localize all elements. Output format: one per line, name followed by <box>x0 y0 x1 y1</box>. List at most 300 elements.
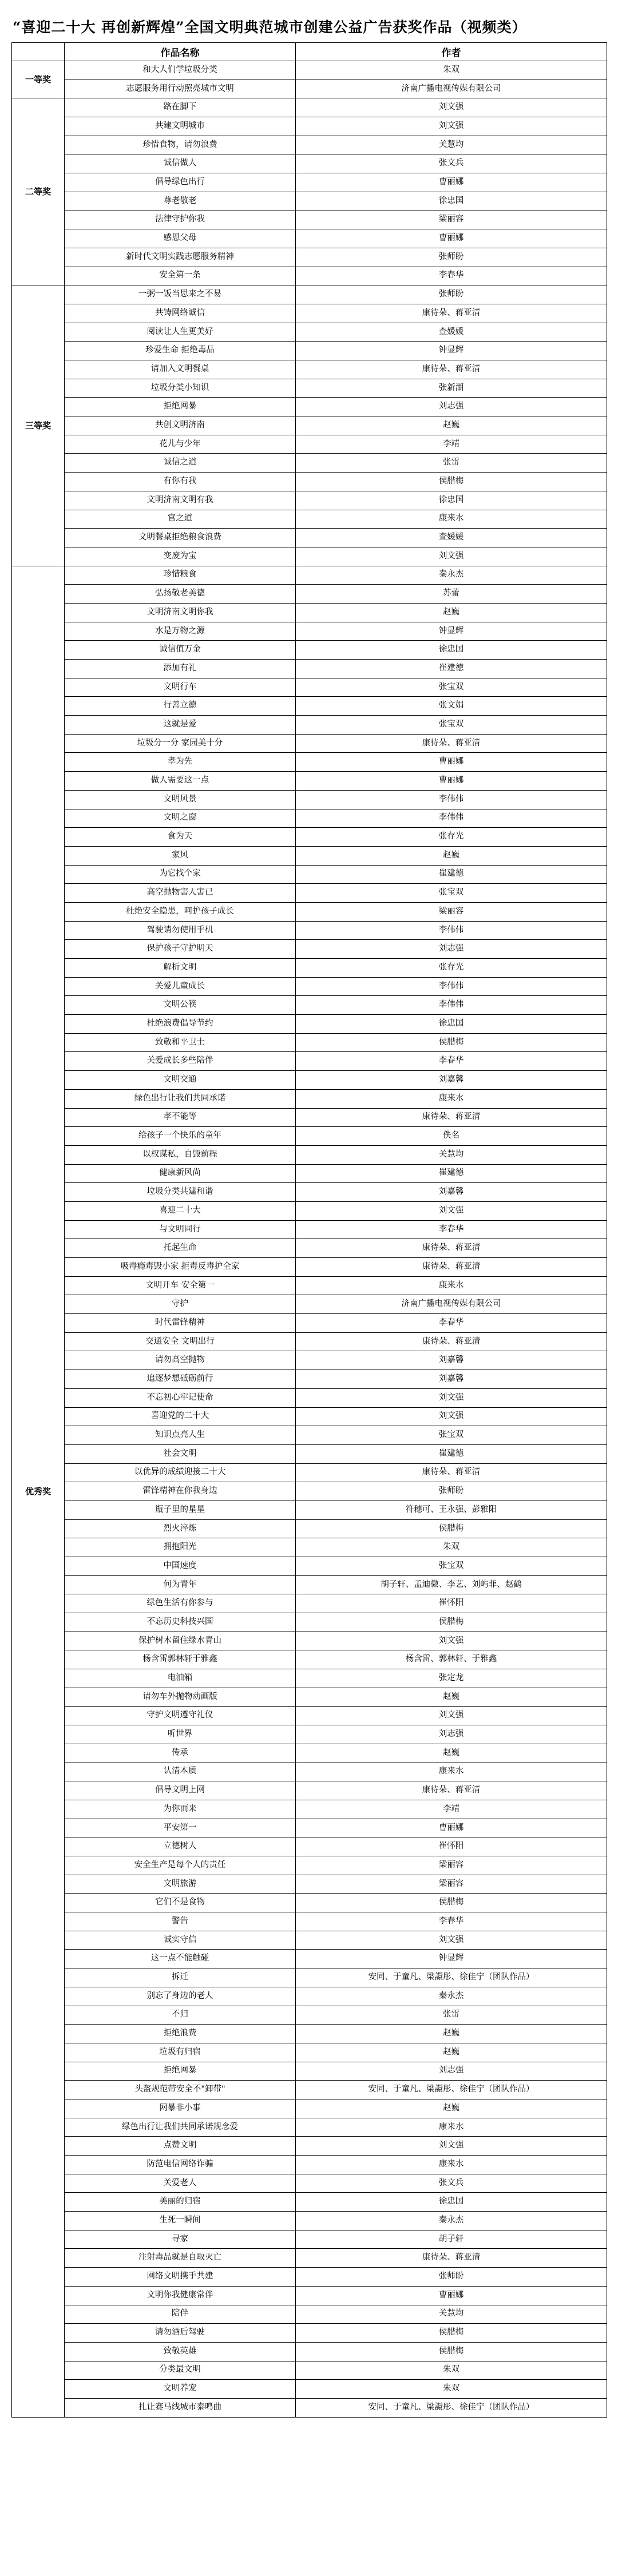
table-row <box>12 1463 607 1482</box>
work-title-cell: 头盔规范带安全不"卸带" <box>65 2081 296 2099</box>
author-cell: 康来水 <box>296 1089 607 1108</box>
table-row <box>12 2398 607 2417</box>
author-cell: 张存光 <box>296 828 607 847</box>
table-row <box>12 379 607 398</box>
author-cell: 徐忠国 <box>296 192 607 211</box>
author-cell: 张定龙 <box>296 1669 607 1688</box>
work-title-cell: 请勿高空抛物 <box>65 1351 296 1370</box>
table-row <box>12 1894 607 1912</box>
table-row <box>12 1201 607 1220</box>
author-cell: 刘嘉馨 <box>296 1370 607 1389</box>
author-cell: 秦永杰 <box>296 566 607 585</box>
author-cell: 康待朵、蒋亚清 <box>296 1781 607 1800</box>
work-title-cell: 为你而来 <box>65 1800 296 1819</box>
table-row <box>12 1650 607 1669</box>
work-title-cell: 驾驶请勿使用手机 <box>65 921 296 940</box>
work-title-cell: 官之道 <box>65 510 296 529</box>
work-title-cell: 点赞文明 <box>65 2137 296 2156</box>
author-cell: 张宝双 <box>296 716 607 735</box>
table-row <box>12 2118 607 2137</box>
work-title-cell: 文明养宠 <box>65 2380 296 2399</box>
table-row <box>12 285 607 304</box>
work-title-cell: 致敬和平卫士 <box>65 1033 296 1052</box>
table-row <box>12 2062 607 2081</box>
work-title-cell: 行善立德 <box>65 697 296 716</box>
work-title-cell: 传承 <box>65 1744 296 1763</box>
table-row <box>12 1706 607 1725</box>
author-cell: 赵巍 <box>296 2025 607 2043</box>
work-title-cell: 托起生命 <box>65 1239 296 1258</box>
author-cell: 李春华 <box>296 1052 607 1071</box>
work-title-cell: 这就是爱 <box>65 716 296 735</box>
work-title-cell: 倡导绿色出行 <box>65 173 296 192</box>
work-title-cell: 立德树人 <box>65 1837 296 1856</box>
table-row <box>12 1519 607 1538</box>
author-cell: 关慧均 <box>296 136 607 154</box>
author-cell: 张新湖 <box>296 379 607 398</box>
table-row <box>12 398 607 416</box>
table-row <box>12 828 607 847</box>
work-title-cell: 拒绝网暴 <box>65 398 296 416</box>
table-row <box>12 641 607 660</box>
table-row <box>12 1407 607 1426</box>
table-row <box>12 1875 607 1894</box>
work-title-cell: 弘扬敬老美德 <box>65 585 296 604</box>
work-title-cell: 做人需要这一点 <box>65 772 296 791</box>
table-row <box>12 173 607 192</box>
author-cell: 康待朵、蒋亚清 <box>296 1108 607 1127</box>
author-cell: 刘志强 <box>296 1725 607 1744</box>
author-cell: 张师盼 <box>296 1482 607 1501</box>
table-row <box>12 1800 607 1819</box>
work-title-cell: 有你有我 <box>65 473 296 491</box>
author-cell: 济南广播电视传媒有限公司 <box>296 80 607 98</box>
award-category: 一等奖 <box>12 61 65 98</box>
work-title-cell: 志愿服务用行动照亮城市文明 <box>65 80 296 98</box>
work-title-cell: 吸毒瘾毒毁小家 拒毒反毒护全家 <box>65 1258 296 1277</box>
author-cell: 曹丽娜 <box>296 772 607 791</box>
work-title-cell: 倡导文明上网 <box>65 1781 296 1800</box>
work-title-cell: 守护文明遵守礼仪 <box>65 1706 296 1725</box>
work-title-cell: 追逐梦想砥砺前行 <box>65 1370 296 1389</box>
author-cell: 张文兵 <box>296 154 607 173</box>
author-cell: 张文娟 <box>296 697 607 716</box>
table-row <box>12 1052 607 1071</box>
work-title-cell: 别忘了身边的老人 <box>65 1987 296 2006</box>
work-title-cell: 扎让赛马线城市泰鸣曲 <box>65 2398 296 2417</box>
work-title-cell: 请加入文明餐桌 <box>65 360 296 379</box>
author-cell: 康待朵、蒋亚清 <box>296 360 607 379</box>
table-row <box>12 267 607 285</box>
table-row <box>12 1426 607 1445</box>
work-title-cell: 绿色生活有你参与 <box>65 1594 296 1613</box>
work-title-cell: 拆迁 <box>65 1968 296 1987</box>
table-row <box>12 98 607 117</box>
author-cell: 李伟伟 <box>296 996 607 1015</box>
work-title-cell: 守护 <box>65 1295 296 1314</box>
work-title-cell: 法律守护你我 <box>65 211 296 229</box>
author-cell: 李靖 <box>296 1800 607 1819</box>
work-title-cell: 垃圾分一分 家园美十分 <box>65 734 296 753</box>
author-cell: 赵巍 <box>296 846 607 865</box>
table-row <box>12 2006 607 2025</box>
work-title-cell: 社会文明 <box>65 1444 296 1463</box>
work-title-cell: 感恩父母 <box>65 229 296 248</box>
author-cell: 张雷 <box>296 2006 607 2025</box>
author-cell: 钟显辉 <box>296 622 607 641</box>
author-cell: 梁丽容 <box>296 902 607 921</box>
table-row <box>12 2025 607 2043</box>
author-cell: 曹丽娜 <box>296 753 607 772</box>
table-row <box>12 1819 607 1837</box>
author-cell: 康待朵、蒋亚清 <box>296 304 607 323</box>
table-row <box>12 248 607 267</box>
author-cell: 赵巍 <box>296 2099 607 2118</box>
author-cell: 康待朵、蒋亚清 <box>296 1463 607 1482</box>
table-row <box>12 323 607 342</box>
work-title-cell: 文明公筷 <box>65 996 296 1015</box>
author-cell: 秦永杰 <box>296 2212 607 2230</box>
table-row <box>12 2286 607 2305</box>
author-cell: 刘文强 <box>296 117 607 136</box>
table-row <box>12 136 607 154</box>
author-cell: 张存光 <box>296 959 607 978</box>
author-cell: 胡子轩 <box>296 2230 607 2249</box>
table-row <box>12 2324 607 2343</box>
table-row <box>12 61 607 80</box>
table-row <box>12 529 607 547</box>
author-cell: 张宝双 <box>296 1426 607 1445</box>
author-cell: 张宝双 <box>296 678 607 697</box>
work-title-cell: 孝不能等 <box>65 1108 296 1127</box>
work-title-cell: 安全第一条 <box>65 267 296 285</box>
work-title-cell: 知识点亮人生 <box>65 1426 296 1445</box>
work-title-cell: 网暴非小事 <box>65 2099 296 2118</box>
author-cell: 安同、于童凡、梁譞彤、徐佳宁（团队作品） <box>296 2081 607 2099</box>
table-row <box>12 809 607 828</box>
author-cell: 侯腊梅 <box>296 1613 607 1632</box>
author-cell: 关慧均 <box>296 2305 607 2324</box>
author-cell: 安同、于童凡、梁譞彤、徐佳宁（团队作品） <box>296 1968 607 1987</box>
table-row <box>12 902 607 921</box>
author-cell: 李春华 <box>296 267 607 285</box>
author-cell: 梁丽容 <box>296 211 607 229</box>
work-title-cell: 杜绝安全隐患，呵护孩子成长 <box>65 902 296 921</box>
author-cell: 康来水 <box>296 2156 607 2174</box>
table-row <box>12 342 607 360</box>
author-cell: 徐忠国 <box>296 641 607 660</box>
work-title-cell: 关爱老人 <box>65 2174 296 2193</box>
work-title-cell: 它们不是食物 <box>65 1894 296 1912</box>
table-row <box>12 2099 607 2118</box>
work-title-cell: 平安第一 <box>65 1819 296 1837</box>
author-cell: 梁丽容 <box>296 1875 607 1894</box>
author-cell: 侯腊梅 <box>296 1894 607 1912</box>
author-cell: 李伟伟 <box>296 921 607 940</box>
work-title-cell: 安全生产是每个人的责任 <box>65 1856 296 1875</box>
work-title-cell: 垃圾分类共建和谐 <box>65 1183 296 1202</box>
table-row <box>12 1575 607 1594</box>
work-title-cell: 共建文明城市 <box>65 117 296 136</box>
work-title-cell: 以权谋私，自毁前程 <box>65 1145 296 1164</box>
table-row <box>12 1444 607 1463</box>
table-row <box>12 1837 607 1856</box>
work-title-cell: 文明行车 <box>65 678 296 697</box>
author-cell: 苏蕾 <box>296 585 607 604</box>
work-title-cell: 珍惜食物，请勿浪费 <box>65 136 296 154</box>
table-row <box>12 1669 607 1688</box>
work-title-cell: 诚信值万金 <box>65 641 296 660</box>
work-title-cell: 新时代文明实践志愿服务精神 <box>65 248 296 267</box>
author-cell: 曹丽娜 <box>296 1819 607 1837</box>
award-category: 二等奖 <box>12 98 65 285</box>
work-title-cell: 珍爱生命 拒绝毒品 <box>65 342 296 360</box>
table-body <box>12 61 607 2418</box>
work-title-cell: 拒绝浪费 <box>65 2025 296 2043</box>
table-row <box>12 1295 607 1314</box>
author-cell: 崔建德 <box>296 865 607 884</box>
work-title-cell: 听世界 <box>65 1725 296 1744</box>
work-title-cell: 食为天 <box>65 828 296 847</box>
author-cell: 崔怀阳 <box>296 1594 607 1613</box>
table-row <box>12 1183 607 1202</box>
table-row <box>12 1239 607 1258</box>
work-title-cell: 水是万物之源 <box>65 622 296 641</box>
table-row <box>12 117 607 136</box>
author-cell: 朱双 <box>296 1538 607 1557</box>
author-cell: 李伟伟 <box>296 790 607 809</box>
work-title-cell: 网络文明携手共建 <box>65 2268 296 2287</box>
author-cell: 李伟伟 <box>296 977 607 996</box>
author-cell: 徐忠国 <box>296 2193 607 2212</box>
author-cell: 康待朵、蒋亚清 <box>296 1332 607 1351</box>
author-cell: 刘文强 <box>296 547 607 566</box>
author-cell: 康来水 <box>296 1763 607 1781</box>
work-title-cell: 和大人们学垃圾分类 <box>65 61 296 80</box>
work-title-cell: 分类最文明 <box>65 2361 296 2380</box>
work-title-cell: 不忘初心牢记使命 <box>65 1388 296 1407</box>
work-title-cell: 珍惜粮食 <box>65 566 296 585</box>
work-title-cell: 尊老敬老 <box>65 192 296 211</box>
work-title-cell: 绿色出行让我们共同承诺规念爱 <box>65 2118 296 2137</box>
table-row <box>12 154 607 173</box>
table-row <box>12 2268 607 2287</box>
author-cell: 曹丽娜 <box>296 2286 607 2305</box>
work-title-cell: 共创文明济南 <box>65 416 296 435</box>
table-row <box>12 491 607 510</box>
work-title-cell: 交通安全 文明出行 <box>65 1332 296 1351</box>
table-row <box>12 211 607 229</box>
author-cell: 刘文强 <box>296 1388 607 1407</box>
table-row <box>12 454 607 473</box>
table-row <box>12 566 607 585</box>
work-title-cell: 垃圾有归宿 <box>65 2043 296 2062</box>
table-row <box>12 1968 607 1987</box>
author-cell: 赵巍 <box>296 1688 607 1706</box>
table-row <box>12 510 607 529</box>
author-cell: 康待朵、蒋亚清 <box>296 2249 607 2268</box>
table-row <box>12 1127 607 1146</box>
table-row <box>12 435 607 454</box>
work-title-cell: 关爱儿童成长 <box>65 977 296 996</box>
work-title-cell: 路在脚下 <box>65 98 296 117</box>
table-row <box>12 1987 607 2006</box>
work-title-cell: 防范电信网络诈骗 <box>65 2156 296 2174</box>
work-title-cell: 与文明同行 <box>65 1220 296 1239</box>
table-row <box>12 2230 607 2249</box>
table-row <box>12 697 607 716</box>
table-row <box>12 1781 607 1800</box>
work-title-cell: 诚信之道 <box>65 454 296 473</box>
work-title-cell: 一粥一饭当思来之不易 <box>65 285 296 304</box>
work-title-cell: 雷锋精神在你我身边 <box>65 1482 296 1501</box>
author-cell: 刘志强 <box>296 2062 607 2081</box>
table-row <box>12 2137 607 2156</box>
work-title-cell: 何为青年 <box>65 1575 296 1594</box>
author-cell: 李春华 <box>296 1314 607 1333</box>
table-row <box>12 1594 607 1613</box>
author-cell: 刘文强 <box>296 1407 607 1426</box>
table-row <box>12 977 607 996</box>
author-cell: 李春华 <box>296 1220 607 1239</box>
award-category: 三等奖 <box>12 285 65 566</box>
author-cell: 李靖 <box>296 435 607 454</box>
work-title-cell: 保护树木留住绿水青山 <box>65 1632 296 1650</box>
work-title-cell: 拥抱阳光 <box>65 1538 296 1557</box>
author-cell: 刘嘉馨 <box>296 1351 607 1370</box>
work-title-cell: 家风 <box>65 846 296 865</box>
author-cell: 张师盼 <box>296 285 607 304</box>
work-title-cell: 变废为宝 <box>65 547 296 566</box>
author-cell: 张文兵 <box>296 2174 607 2193</box>
author-cell: 刘文强 <box>296 2137 607 2156</box>
author-cell: 刘文强 <box>296 1931 607 1950</box>
author-cell: 刘文强 <box>296 1706 607 1725</box>
table-row <box>12 921 607 940</box>
work-title-cell: 请勿车外抛物动画版 <box>65 1688 296 1706</box>
work-title-cell: 保护孩子守护明天 <box>65 940 296 959</box>
table-row <box>12 1912 607 1931</box>
table-row <box>12 1557 607 1576</box>
table-row <box>12 1033 607 1052</box>
author-cell: 崔怀阳 <box>296 1837 607 1856</box>
table-row <box>12 1388 607 1407</box>
author-cell: 赵巍 <box>296 603 607 622</box>
table-row <box>12 622 607 641</box>
table-header-row <box>12 43 607 61</box>
table-row <box>12 772 607 791</box>
table-row <box>12 678 607 697</box>
author-cell: 康待朵、蒋亚清 <box>296 1239 607 1258</box>
author-cell: 康待朵、蒋亚清 <box>296 1258 607 1277</box>
author-cell: 济南广播电视传媒有限公司 <box>296 1295 607 1314</box>
table-row <box>12 2380 607 2399</box>
author-cell: 曹丽娜 <box>296 173 607 192</box>
table-row <box>12 884 607 903</box>
table-row <box>12 229 607 248</box>
author-cell: 刘嘉馨 <box>296 1071 607 1090</box>
author-cell: 李伟伟 <box>296 809 607 828</box>
table-row <box>12 1370 607 1389</box>
table-row <box>12 360 607 379</box>
author-cell: 侯腊梅 <box>296 2342 607 2361</box>
author-cell: 查媛媛 <box>296 323 607 342</box>
work-title-cell: 高空抛物害人害已 <box>65 884 296 903</box>
work-title-cell: 健康新风尚 <box>65 1164 296 1183</box>
work-title-cell: 认清本质 <box>65 1763 296 1781</box>
work-title-cell: 以优异的成绩迎接二十大 <box>65 1463 296 1482</box>
table-row <box>12 1220 607 1239</box>
table-row <box>12 1258 607 1277</box>
award-category: 优秀奖 <box>12 566 65 2417</box>
author-cell: 朱双 <box>296 2361 607 2380</box>
work-title-cell: 为它找个家 <box>65 865 296 884</box>
work-title-cell: 解析文明 <box>65 959 296 978</box>
table-row <box>12 2174 607 2193</box>
table-row <box>12 1276 607 1295</box>
table-row <box>12 2193 607 2212</box>
table-row <box>12 603 607 622</box>
author-cell: 钟显辉 <box>296 1950 607 1968</box>
work-title-cell: 文明风景 <box>65 790 296 809</box>
table-row <box>12 547 607 566</box>
table-row <box>12 1332 607 1351</box>
work-title-cell: 杜绝浪费倡导节约 <box>65 1015 296 1034</box>
table-row <box>12 660 607 678</box>
work-title-cell: 注射毒品就是自取灭亡 <box>65 2249 296 2268</box>
author-cell: 侯腊梅 <box>296 1033 607 1052</box>
table-row <box>12 1688 607 1706</box>
work-title-cell: 文明餐桌拒绝粮食浪费 <box>65 529 296 547</box>
table-row <box>12 1744 607 1763</box>
work-title-cell: 阅读让人生更美好 <box>65 323 296 342</box>
awards-table <box>11 42 607 2418</box>
table-row <box>12 2342 607 2361</box>
work-title-cell: 寻家 <box>65 2230 296 2249</box>
table-row <box>12 1314 607 1333</box>
table-row <box>12 2212 607 2230</box>
work-title-cell: 拒绝网暴 <box>65 2062 296 2081</box>
work-title-cell: 诚信做人 <box>65 154 296 173</box>
work-title-cell: 文明开车 安全第一 <box>65 1276 296 1295</box>
work-title-cell: 文明你我健康常伴 <box>65 2286 296 2305</box>
work-title-cell: 请勿酒后驾驶 <box>65 2324 296 2343</box>
author-cell: 崔建德 <box>296 660 607 678</box>
table-row <box>12 1351 607 1370</box>
work-title-cell: 喜迎二十大 <box>65 1201 296 1220</box>
table-row <box>12 959 607 978</box>
work-title-cell: 电油箱 <box>65 1669 296 1688</box>
author-cell: 康待朵、蒋亚清 <box>296 734 607 753</box>
author-cell: 符穗可、王永强、彭雅阳 <box>296 1501 607 1519</box>
work-title-cell: 杨含雷郭林轩于雅鑫 <box>65 1650 296 1669</box>
table-row <box>12 2043 607 2062</box>
work-title-cell: 这一点不能触碰 <box>65 1950 296 1968</box>
author-cell: 刘嘉馨 <box>296 1183 607 1202</box>
work-title-cell: 文明之窗 <box>65 809 296 828</box>
table-row <box>12 1931 607 1950</box>
table-row <box>12 1632 607 1650</box>
table-row <box>12 2081 607 2099</box>
author-cell: 赵巍 <box>296 2043 607 2062</box>
table-row <box>12 1950 607 1968</box>
author-cell: 张宝双 <box>296 1557 607 1576</box>
work-title-cell: 中国速度 <box>65 1557 296 1576</box>
table-row <box>12 996 607 1015</box>
author-cell: 赵巍 <box>296 1744 607 1763</box>
table-row <box>12 940 607 959</box>
author-cell: 刘文强 <box>296 1201 607 1220</box>
